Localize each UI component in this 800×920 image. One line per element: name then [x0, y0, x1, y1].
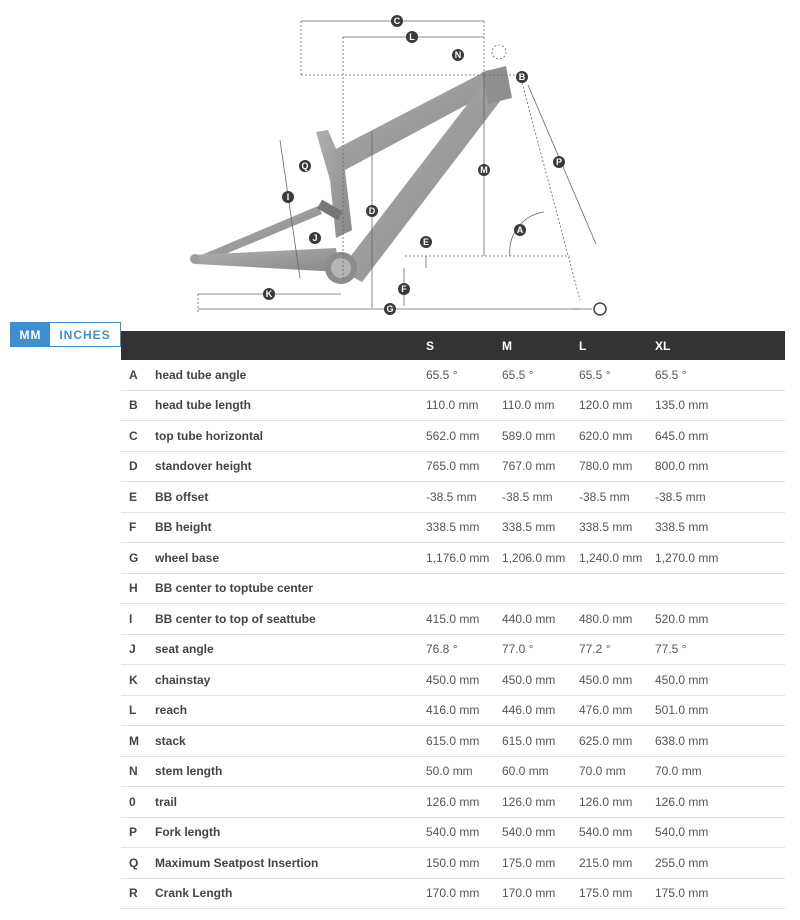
table-row	[121, 573, 785, 604]
value-size-s: 416.0 mm	[426, 695, 502, 726]
row-name: chainstay	[155, 665, 426, 696]
dimension-marker-label: I	[286, 192, 290, 203]
value-size-m	[502, 573, 579, 604]
table-row	[121, 817, 785, 848]
row-name: Fork length	[155, 817, 426, 848]
table-row	[121, 787, 785, 818]
row-name: top tube horizontal	[155, 421, 426, 452]
table-row	[121, 604, 785, 635]
value-size-xl: 175.0 mm	[655, 878, 785, 909]
dimension-marker-o	[594, 303, 606, 315]
frame-illustration	[190, 66, 512, 284]
row-name: wheel base	[155, 543, 426, 574]
value-size-s: 615.0 mm	[426, 726, 502, 757]
value-size-m: 170.0 mm	[502, 878, 579, 909]
dimension-marker-label: K	[265, 289, 273, 300]
dimension-marker-l	[406, 31, 418, 43]
table-header-row	[121, 331, 785, 360]
value-size-s: 110.0 mm	[426, 390, 502, 421]
value-size-m: 1,206.0 mm	[502, 543, 579, 574]
dimension-marker-j	[309, 232, 321, 244]
dimension-marker-label: Q	[301, 161, 309, 172]
header-size-m: M	[502, 331, 579, 360]
dimension-marker-label: L	[409, 32, 415, 43]
table-row	[121, 726, 785, 757]
row-name: stem length	[155, 756, 426, 787]
value-size-s: 170.0 mm	[426, 878, 502, 909]
row-name: stack	[155, 726, 426, 757]
row-name: head tube angle	[155, 360, 426, 390]
header-size-xl: XL	[655, 331, 785, 360]
dimension-marker-label: G	[386, 304, 394, 315]
value-size-l: 126.0 mm	[579, 787, 655, 818]
table-row	[121, 878, 785, 909]
table-row	[121, 512, 785, 543]
row-letter: E	[121, 482, 155, 513]
dimension-marker-q	[299, 160, 311, 172]
row-letter: M	[121, 726, 155, 757]
table-row	[121, 421, 785, 452]
value-size-m: 615.0 mm	[502, 726, 579, 757]
value-size-l: -38.5 mm	[579, 482, 655, 513]
header-name	[155, 331, 426, 360]
dimension-marker-label: F	[401, 284, 407, 295]
table-row	[121, 756, 785, 787]
row-name: standover height	[155, 451, 426, 482]
row-letter: D	[121, 451, 155, 482]
table-row	[121, 451, 785, 482]
header-size-s: S	[426, 331, 502, 360]
value-size-s: 415.0 mm	[426, 604, 502, 635]
dimension-lines	[198, 21, 596, 315]
row-letter: N	[121, 756, 155, 787]
dimension-marker-k	[263, 288, 275, 300]
row-letter: L	[121, 695, 155, 726]
table-row	[121, 665, 785, 696]
value-size-m: -38.5 mm	[502, 482, 579, 513]
value-size-s: 65.5 °	[426, 360, 502, 390]
value-size-s: 76.8 °	[426, 634, 502, 665]
value-size-l	[579, 573, 655, 604]
row-name: BB height	[155, 512, 426, 543]
value-size-l: 120.0 mm	[579, 390, 655, 421]
value-size-m: 767.0 mm	[502, 451, 579, 482]
row-letter: J	[121, 634, 155, 665]
value-size-l: 480.0 mm	[579, 604, 655, 635]
row-name: reach	[155, 695, 426, 726]
row-name: BB center to toptube center	[155, 573, 426, 604]
row-letter: P	[121, 817, 155, 848]
value-size-xl: 135.0 mm	[655, 390, 785, 421]
dimension-marker-label: B	[518, 72, 526, 83]
row-name: trail	[155, 787, 426, 818]
table-row	[121, 360, 785, 390]
value-size-s: 450.0 mm	[426, 665, 502, 696]
dimension-marker-p	[553, 156, 565, 168]
dimension-marker-c	[391, 15, 403, 27]
row-letter: H	[121, 573, 155, 604]
table-row	[121, 482, 785, 513]
header-letter	[121, 331, 155, 360]
value-size-s: -38.5 mm	[426, 482, 502, 513]
value-size-m: 338.5 mm	[502, 512, 579, 543]
value-size-l: 620.0 mm	[579, 421, 655, 452]
value-size-s: 540.0 mm	[426, 817, 502, 848]
dimension-marker-e	[420, 236, 432, 248]
value-size-s: 1,176.0 mm	[426, 543, 502, 574]
value-size-xl: 501.0 mm	[655, 695, 785, 726]
row-letter: F	[121, 512, 155, 543]
value-size-m: 446.0 mm	[502, 695, 579, 726]
row-letter: A	[121, 360, 155, 390]
unit-toggle	[10, 322, 121, 347]
value-size-l: 70.0 mm	[579, 756, 655, 787]
value-size-xl: 645.0 mm	[655, 421, 785, 452]
dimension-marker-f	[398, 283, 410, 295]
value-size-xl: 77.5 °	[655, 634, 785, 665]
value-size-m: 110.0 mm	[502, 390, 579, 421]
dimension-marker-label: M	[480, 165, 488, 176]
value-size-m: 450.0 mm	[502, 665, 579, 696]
dimension-marker-label: J	[312, 233, 318, 244]
dimension-marker-i	[282, 191, 294, 203]
table-row	[121, 543, 785, 574]
table-row	[121, 634, 785, 665]
value-size-s: 150.0 mm	[426, 848, 502, 879]
value-size-m: 175.0 mm	[502, 848, 579, 879]
dimension-marker-n	[452, 49, 464, 61]
row-name: Maximum Seatpost Insertion	[155, 848, 426, 879]
row-letter: Q	[121, 848, 155, 879]
value-size-m: 65.5 °	[502, 360, 579, 390]
dimension-marker-label: O	[596, 304, 604, 315]
dimension-marker-a	[514, 224, 526, 236]
value-size-l: 77.2 °	[579, 634, 655, 665]
row-letter: C	[121, 421, 155, 452]
dimension-marker-b	[516, 71, 528, 83]
value-size-s: 50.0 mm	[426, 756, 502, 787]
value-size-xl: 800.0 mm	[655, 451, 785, 482]
row-letter: R	[121, 878, 155, 909]
frame-geometry-diagram	[0, 0, 800, 322]
dimension-marker-label: C	[393, 16, 401, 27]
geometry-table	[121, 331, 785, 909]
value-size-xl: 126.0 mm	[655, 787, 785, 818]
value-size-l: 780.0 mm	[579, 451, 655, 482]
value-size-l: 338.5 mm	[579, 512, 655, 543]
value-size-s: 765.0 mm	[426, 451, 502, 482]
inches-unit-button[interactable]: INCHES	[50, 323, 120, 346]
row-name: BB offset	[155, 482, 426, 513]
value-size-m: 589.0 mm	[502, 421, 579, 452]
dimension-marker-label: N	[454, 50, 462, 61]
value-size-xl: 638.0 mm	[655, 726, 785, 757]
value-size-xl: 338.5 mm	[655, 512, 785, 543]
table-row	[121, 695, 785, 726]
row-name: seat angle	[155, 634, 426, 665]
value-size-m: 126.0 mm	[502, 787, 579, 818]
table-row	[121, 848, 785, 879]
value-size-xl	[655, 573, 785, 604]
value-size-xl: 70.0 mm	[655, 756, 785, 787]
row-letter: K	[121, 665, 155, 696]
value-size-l: 540.0 mm	[579, 817, 655, 848]
row-letter: I	[121, 604, 155, 635]
dimension-marker-label: P	[555, 157, 563, 168]
value-size-m: 77.0 °	[502, 634, 579, 665]
dimension-marker-label: A	[516, 225, 524, 236]
value-size-s	[426, 573, 502, 604]
value-size-xl: 540.0 mm	[655, 817, 785, 848]
dimension-marker-d	[366, 205, 378, 217]
value-size-xl: 450.0 mm	[655, 665, 785, 696]
row-letter: B	[121, 390, 155, 421]
value-size-xl: 1,270.0 mm	[655, 543, 785, 574]
value-size-l: 1,240.0 mm	[579, 543, 655, 574]
row-letter: G	[121, 543, 155, 574]
value-size-l: 625.0 mm	[579, 726, 655, 757]
value-size-xl: 65.5 °	[655, 360, 785, 390]
header-size-l: L	[579, 331, 655, 360]
mm-unit-button[interactable]: MM	[11, 323, 50, 346]
value-size-s: 126.0 mm	[426, 787, 502, 818]
value-size-s: 338.5 mm	[426, 512, 502, 543]
value-size-s: 562.0 mm	[426, 421, 502, 452]
row-name: head tube length	[155, 390, 426, 421]
value-size-l: 215.0 mm	[579, 848, 655, 879]
dimension-marker-m	[478, 164, 490, 176]
dimension-marker-label: E	[422, 237, 430, 248]
value-size-xl: 520.0 mm	[655, 604, 785, 635]
value-size-l: 175.0 mm	[579, 878, 655, 909]
value-size-m: 540.0 mm	[502, 817, 579, 848]
dimension-marker-g	[384, 303, 396, 315]
value-size-l: 476.0 mm	[579, 695, 655, 726]
row-letter: 0	[121, 787, 155, 818]
value-size-xl: -38.5 mm	[655, 482, 785, 513]
dimension-marker-label: D	[368, 206, 376, 217]
value-size-xl: 255.0 mm	[655, 848, 785, 879]
table-row	[121, 390, 785, 421]
value-size-l: 450.0 mm	[579, 665, 655, 696]
value-size-l: 65.5 °	[579, 360, 655, 390]
value-size-m: 440.0 mm	[502, 604, 579, 635]
value-size-m: 60.0 mm	[502, 756, 579, 787]
row-name: BB center to top of seattube	[155, 604, 426, 635]
row-name: Crank Length	[155, 878, 426, 909]
